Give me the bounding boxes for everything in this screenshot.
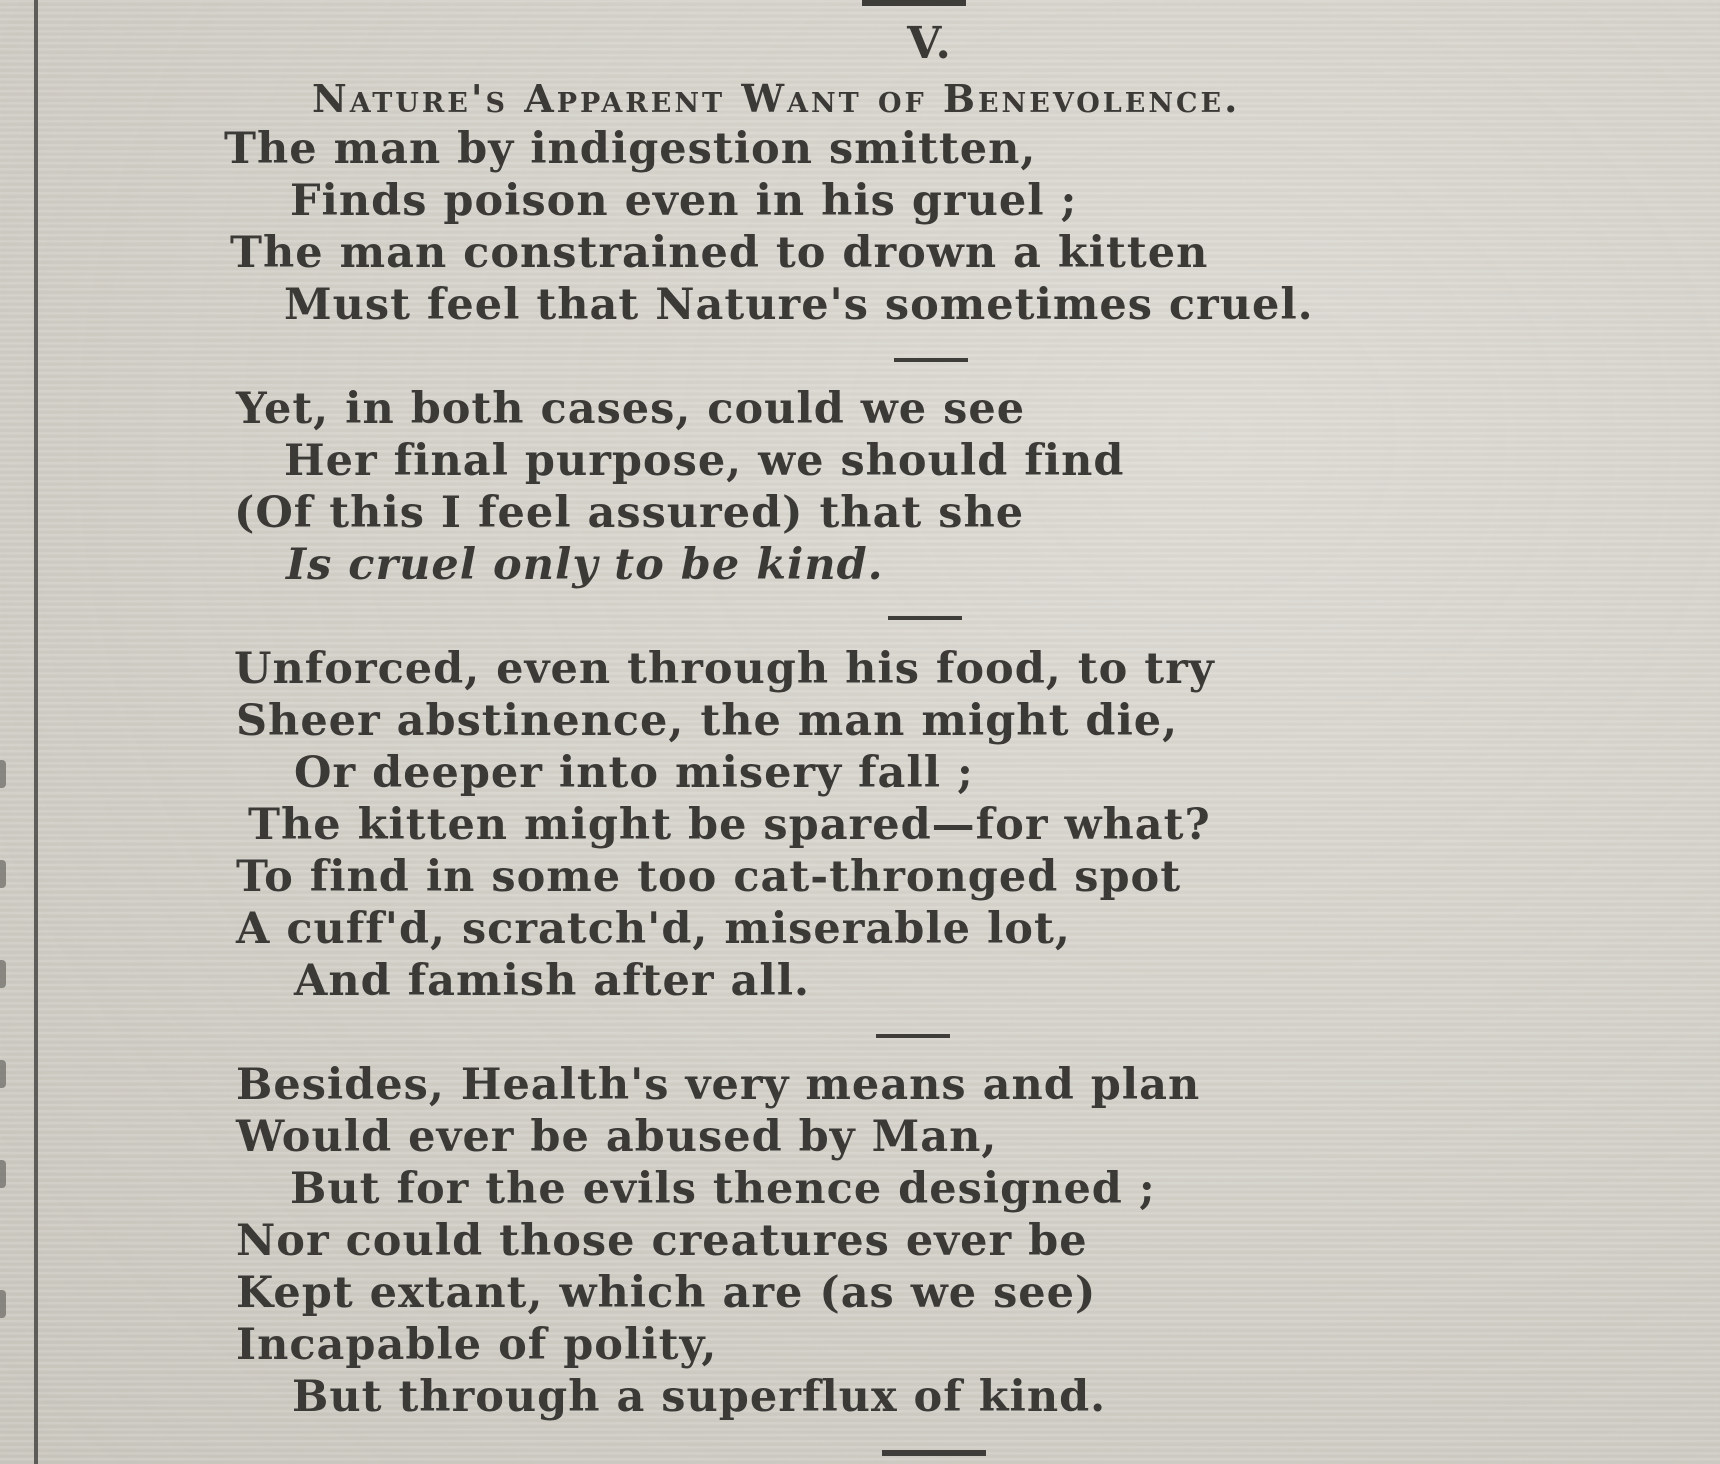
stanza-divider [876,1034,950,1038]
poem-line: Kept extant, which are (as we see) [236,1268,1097,1318]
poem-line: Would ever be abused by Man, [236,1112,998,1162]
poem-line: (Of this I feel assured) that she [234,488,1025,538]
column-rule [34,0,38,1464]
poem-line: Yet, in both cases, could we see [236,384,1026,434]
poem-line: Must feel that Nature's sometimes cruel. [284,280,1314,330]
poem-line: The man constrained to drown a kitten [230,228,1209,278]
poem-line: Besides, Health's very means and plan [236,1060,1201,1110]
margin-mark [0,1290,6,1318]
poem-line: Incapable of polity, [236,1320,718,1370]
left-margin-marks [0,0,10,1464]
poem-line: And famish after all. [294,956,811,1006]
poem-line: Is cruel only to be kind. [286,540,884,590]
poem-line: Nor could those creatures ever be [236,1216,1088,1266]
stanza-divider [888,616,962,620]
margin-mark [0,760,6,788]
poem-line: But for the evils thence designed ; [290,1164,1156,1214]
poem-line: Or deeper into misery fall ; [294,748,974,798]
stanza-divider [894,358,968,362]
bottom-rule [882,1450,986,1456]
section-numeral: V. [907,18,953,69]
poem-title: Nature's Apparent Want of Benevolence. [312,76,1241,121]
poem-line: Finds poison even in his gruel ; [290,176,1078,226]
top-rule [862,0,966,6]
margin-mark [0,1160,6,1188]
poem-line: Her final purpose, we should find [284,436,1125,486]
poem-line: A cuff'd, scratch'd, miserable lot, [236,904,1071,954]
margin-mark [0,1060,6,1088]
poem-line: But through a superflux of kind. [292,1372,1107,1422]
poem-line: To find in some too cat-thronged spot [236,852,1182,902]
poem-line: Unforced, even through his food, to try [234,644,1215,694]
poem-line: The kitten might be spared—for what? [248,800,1211,850]
margin-mark [0,960,6,988]
poem-line: Sheer abstinence, the man might die, [236,696,1179,746]
margin-mark [0,860,6,888]
poem-line: The man by indigestion smitten, [224,124,1037,174]
